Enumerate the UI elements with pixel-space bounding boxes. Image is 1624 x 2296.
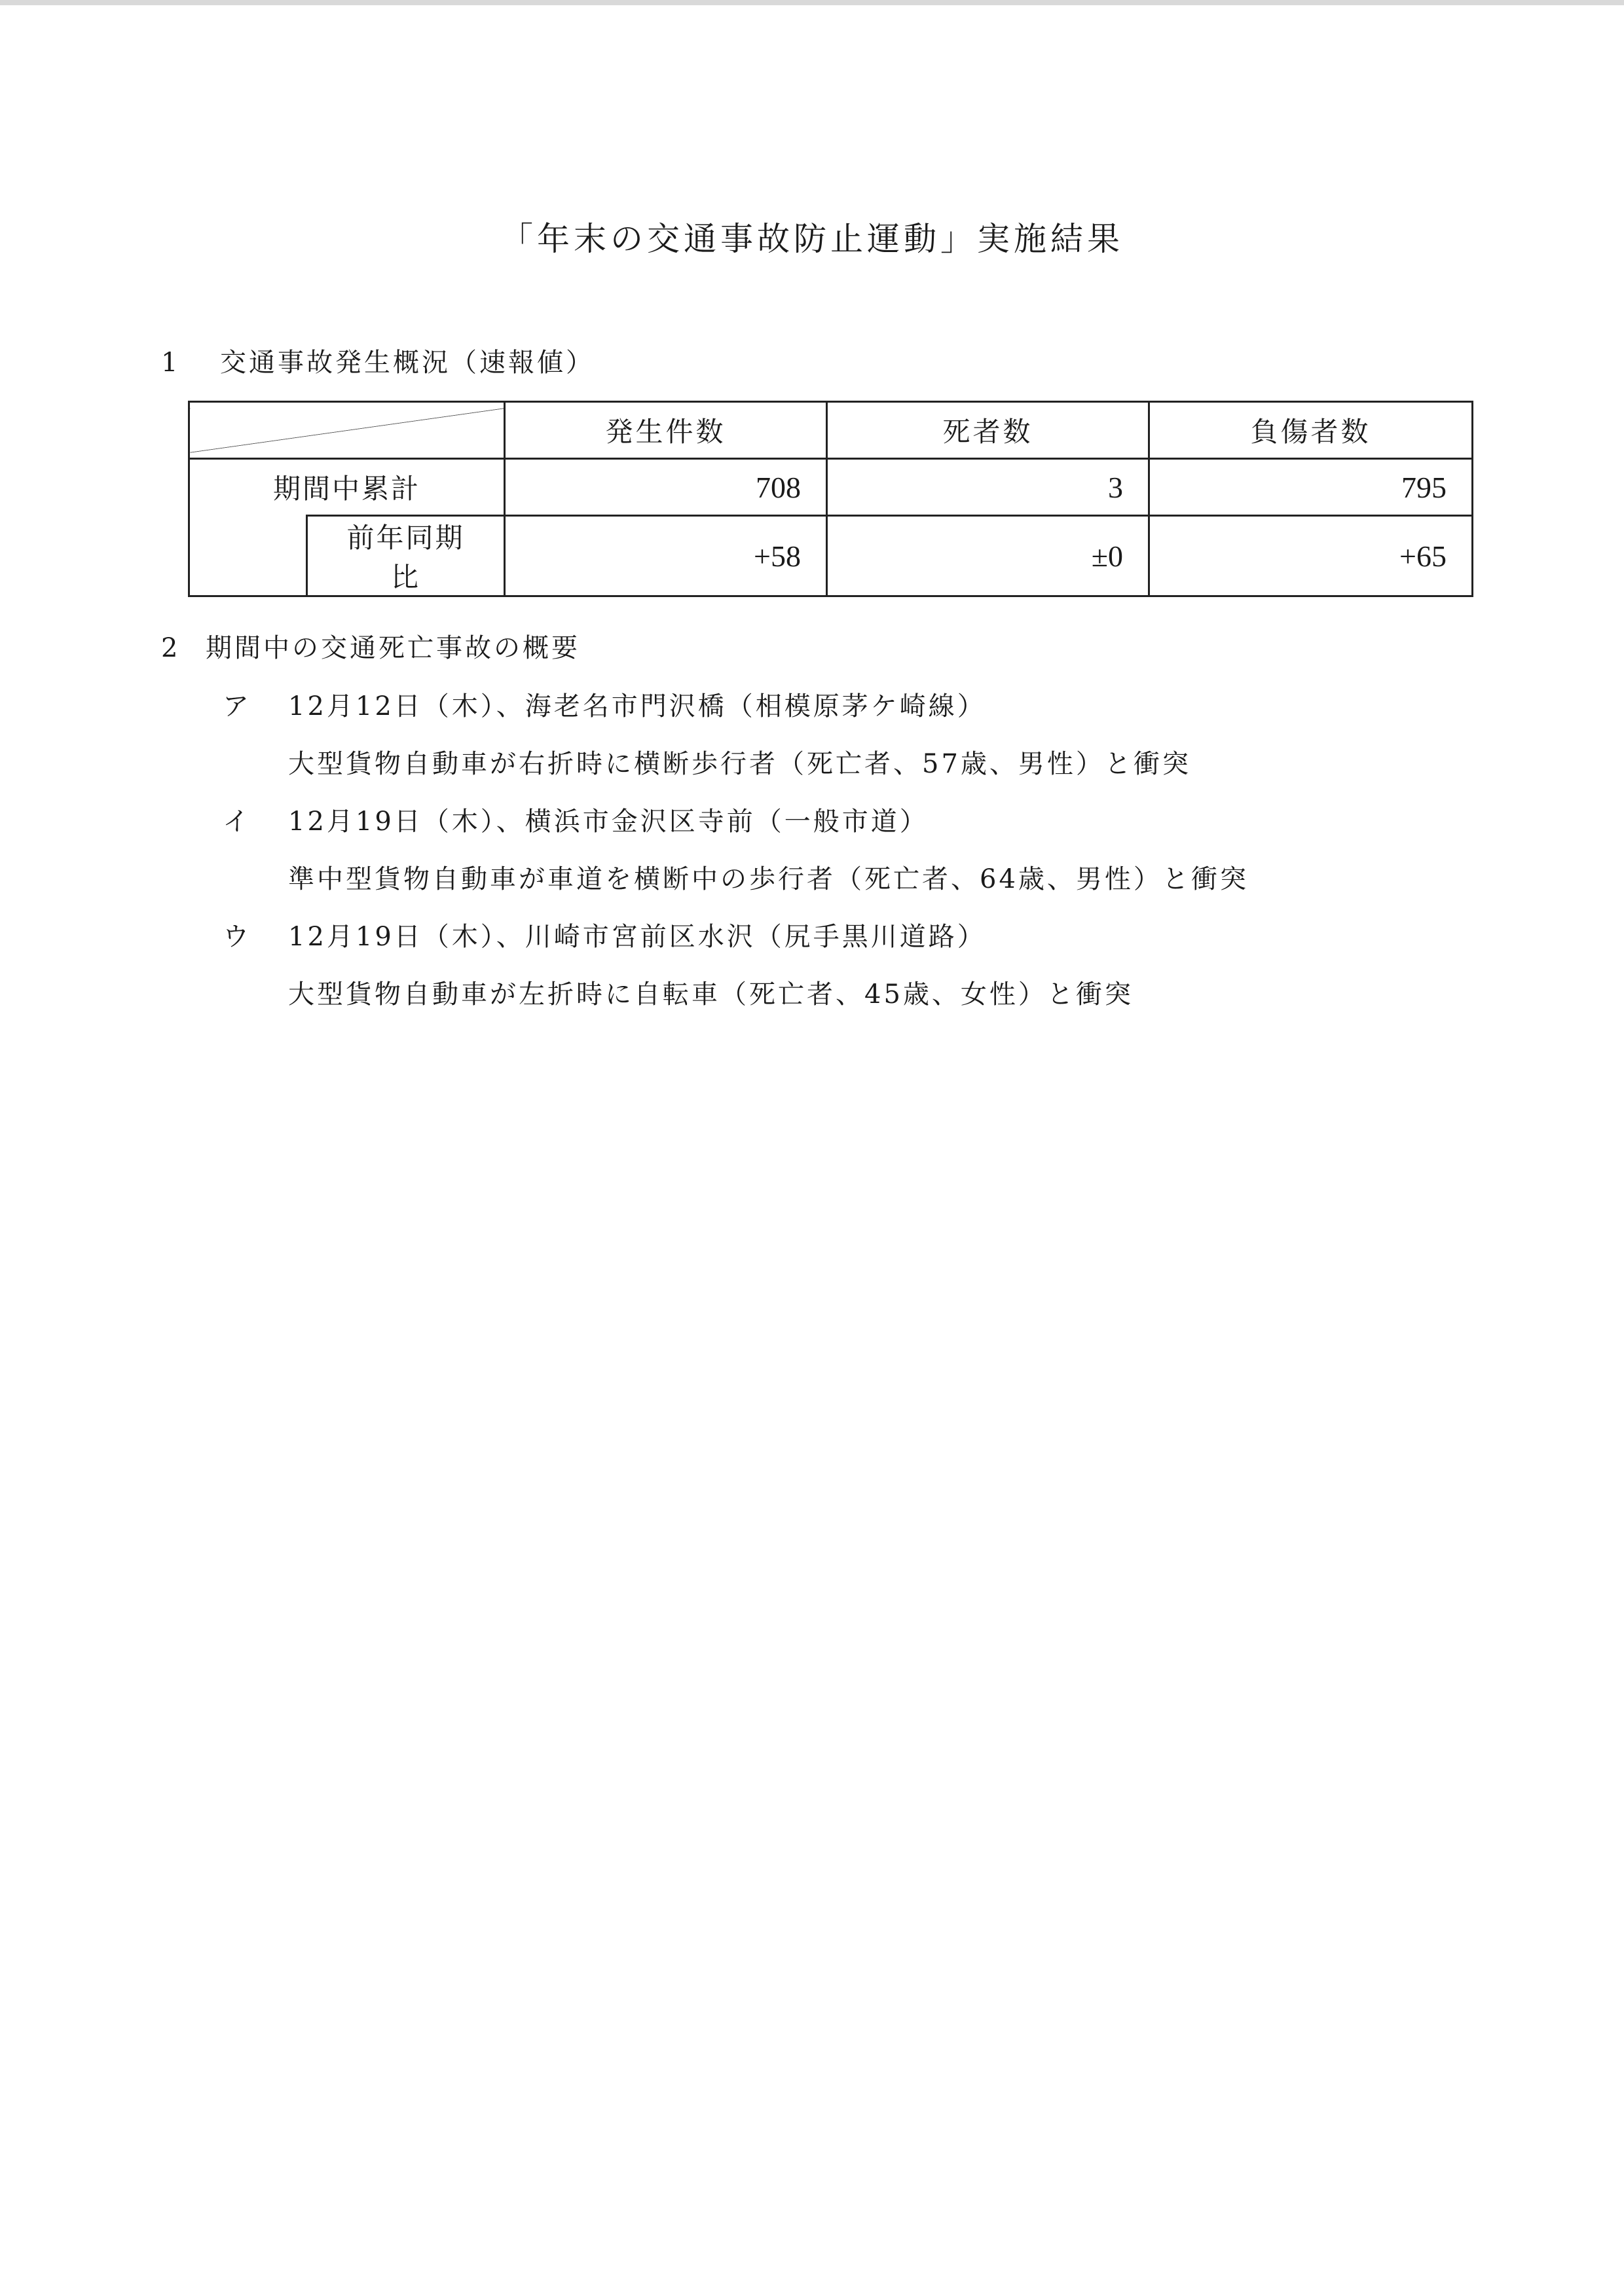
list-item: [223, 793, 1249, 908]
row-label-period-total: 期間中累計: [189, 459, 505, 516]
cell-deaths-total: 3: [827, 459, 1149, 516]
entry-date-place: 12月12日（木）、海老名市門沢橋（相模原茅ケ崎線）: [288, 691, 986, 721]
entry-marker: イ: [223, 807, 251, 837]
entry-marker: ア: [223, 691, 251, 721]
entry-description: 準中型貨物自動車が車道を横断中の歩行者（死亡者、64歳、男性）と衝突: [288, 864, 1249, 894]
section-2-title: 期間中の交通死亡事故の概要: [206, 633, 580, 663]
cell-deaths-yoy: ±0: [827, 516, 1149, 596]
table-corner-cell: [189, 402, 505, 459]
table-row: [189, 516, 1473, 596]
document-title: 「年末の交通事故防止運動」実施結果: [500, 220, 1124, 258]
cell-incidents-yoy: +58: [505, 516, 827, 596]
section-1-title: 交通事故発生概況（速報値）: [220, 348, 595, 378]
list-item: [223, 908, 1249, 1023]
cell-injuries-total: 795: [1149, 459, 1473, 516]
cell-incidents-total: 708: [505, 459, 827, 516]
row-indent-cell: [189, 516, 307, 596]
accident-stats-table: [188, 401, 1473, 597]
col-header-injuries: 負傷者数: [1149, 402, 1473, 459]
entry-description: 大型貨物自動車が右折時に横断歩行者（死亡者、57歳、男性）と衝突: [288, 749, 1191, 779]
list-item: [223, 678, 1249, 793]
scan-edge: [0, 0, 1624, 5]
section-1-number: 1: [161, 348, 181, 378]
col-header-deaths: 死者数: [827, 402, 1149, 459]
table-row: [189, 459, 1473, 516]
entry-date-place: 12月19日（木）、川崎市宮前区水沢（尻手黒川道路）: [288, 922, 986, 952]
fatal-accident-list: [223, 678, 1249, 1023]
table-header-row: [189, 402, 1473, 459]
row-label-yoy: 前年同期比: [307, 516, 505, 596]
entry-date-place: 12月19日（木）、横浜市金沢区寺前（一般市道）: [288, 807, 929, 837]
section-1-heading: [161, 342, 595, 379]
cell-injuries-yoy: +65: [1149, 516, 1473, 596]
entry-marker: ウ: [223, 922, 251, 952]
col-header-incidents: 発生件数: [505, 402, 827, 459]
entry-description: 大型貨物自動車が左折時に自転車（死亡者、45歳、女性）と衝突: [288, 979, 1134, 1010]
section-2-number: 2: [161, 633, 181, 663]
section-2-heading: [161, 627, 580, 665]
